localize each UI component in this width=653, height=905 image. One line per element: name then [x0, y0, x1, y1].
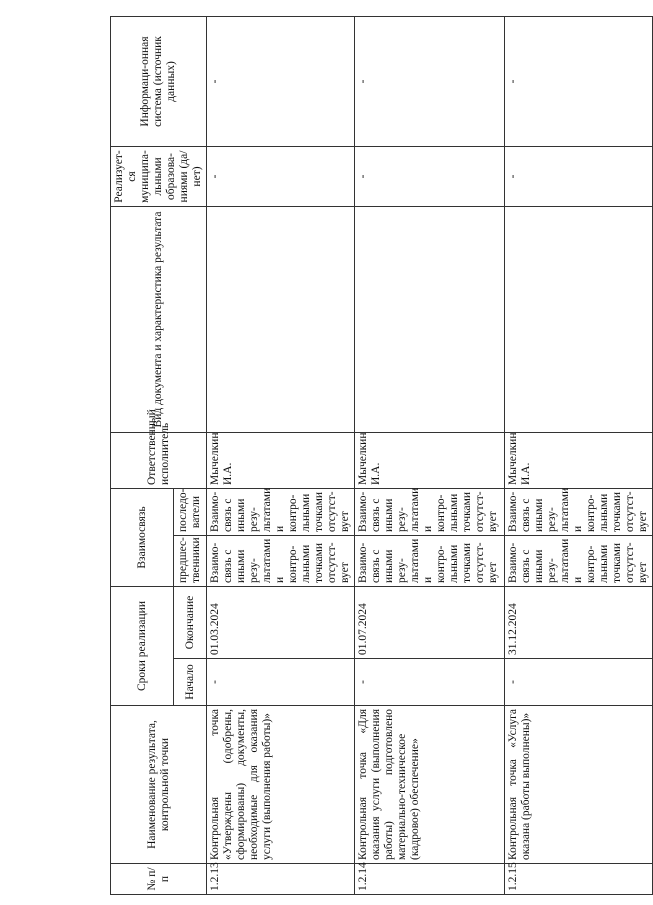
row-end: 01.07.2024: [355, 587, 505, 659]
row-municipal: -: [207, 147, 355, 207]
row-pred: Взаимо-связь с иными резу-льтатами и контро-льными точками отсутст-вует: [355, 536, 505, 587]
row-doctype: [505, 207, 653, 433]
header-relation: Взаимосвязь: [111, 489, 174, 587]
table-row: [505, 17, 653, 895]
header-pred: предшес-твенники: [174, 536, 207, 587]
header-end: Окончание: [174, 587, 207, 659]
header-responsible: Ответственный исполнитель: [111, 433, 207, 489]
row-name: Контрольная точка «Утверждены (одобрены, сформированы) документы, необходимые для оказания услуги (выполнения работы)»: [207, 706, 355, 864]
header-num: № п/п: [111, 864, 207, 895]
row-doctype: [355, 207, 505, 433]
header-infosys: Информаци-онная система (источник данных): [111, 17, 207, 147]
row-start: -: [207, 659, 355, 706]
header-succ: последо-ватели: [174, 489, 207, 536]
plan-table: [110, 16, 653, 895]
row-pred: Взаимо-связь с иными резу-льтатами и контро-льными точками отсутст-вует: [207, 536, 355, 587]
row-doctype: [207, 207, 355, 433]
row-responsible: Мычелкин И.А.: [207, 433, 355, 489]
row-responsible: Мычелкин И.А.: [505, 433, 653, 489]
row-start: -: [355, 659, 505, 706]
header-municipal: Реализует-ся муниципа-льными образова-ниями (да/нет): [111, 147, 207, 207]
header-start: Начало: [174, 659, 207, 706]
row-name: Контрольная точка «Услуга оказана (работы выполнены)»: [505, 706, 653, 864]
row-num: 1.2.14: [355, 864, 505, 895]
rotated-table-wrapper: [110, 17, 649, 895]
row-num: 1.2.13: [207, 864, 355, 895]
row-succ: Взаимо-связь с иными резу-льтатами и контро-льными точками отсутст-вует: [207, 489, 355, 536]
row-name: Контрольная точка «Для оказания услуги (выполнения работы) подготовлено материально-техническое (кадровое) обеспечение»: [355, 706, 505, 864]
row-end: 01.03.2024: [207, 587, 355, 659]
row-start: -: [505, 659, 653, 706]
row-infosys: -: [505, 17, 653, 147]
row-succ: Взаимо-связь с иными резу-льтатами и контро-льными точками отсутст-вует: [355, 489, 505, 536]
header-dates: Сроки реализации: [111, 587, 174, 706]
row-responsible: Мычелкин И.А.: [355, 433, 505, 489]
table-row: [355, 17, 505, 895]
row-municipal: -: [355, 147, 505, 207]
header-row-top: [111, 17, 174, 895]
row-municipal: -: [505, 147, 653, 207]
table-row: [207, 17, 355, 895]
row-pred: Взаимо-связь с иными резу-льтатами и контро-льными точками отсутст-вует: [505, 536, 653, 587]
row-num: 1.2.15: [505, 864, 653, 895]
header-name: Наименование результата, контрольной точки: [111, 706, 207, 864]
row-infosys: -: [207, 17, 355, 147]
row-end: 31.12.2024: [505, 587, 653, 659]
row-succ: Взаимо-связь с иными резу-льтатами и контро-льными точками отсутст-вует: [505, 489, 653, 536]
row-infosys: -: [355, 17, 505, 147]
header-doctype: Вид документа и характеристика результата: [111, 207, 207, 433]
